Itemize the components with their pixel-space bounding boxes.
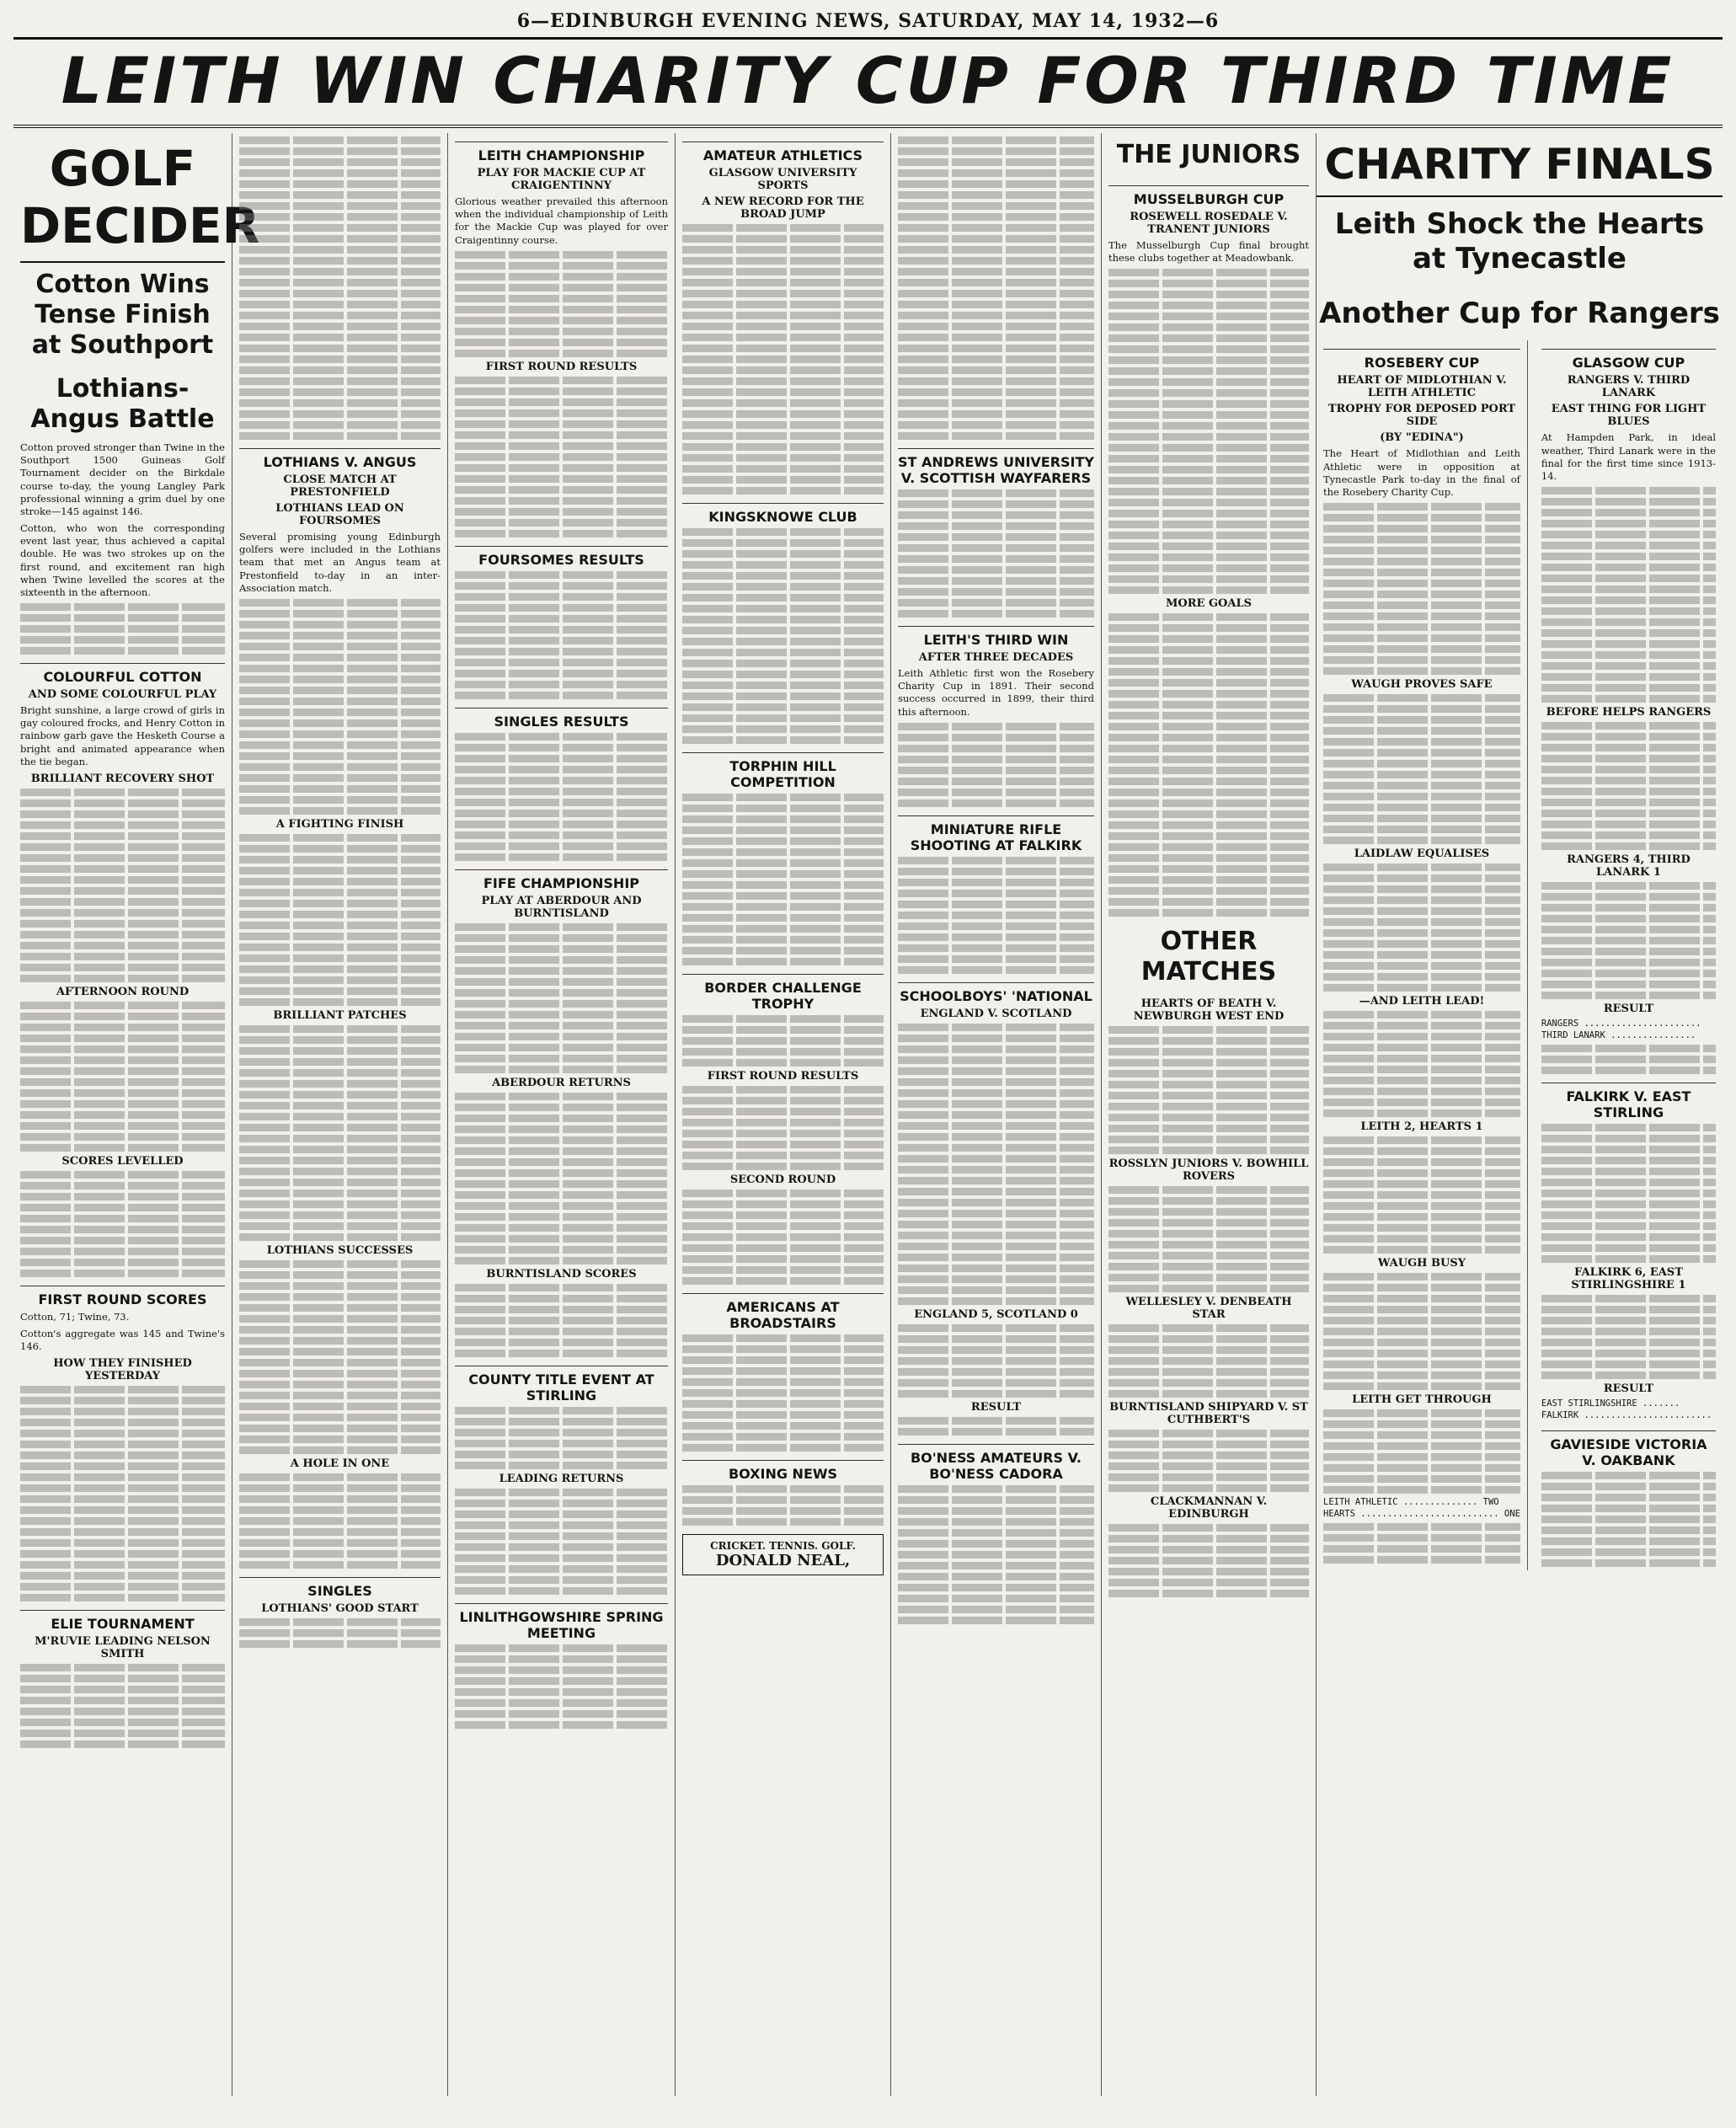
sub-heading: PLAY AT ABERDOUR AND BURNTISLAND (481, 894, 642, 920)
sub-heading: PLAY FOR MACKIE CUP AT CRAIGENTINNY (477, 167, 646, 192)
column-rosebery (1317, 340, 1528, 1569)
sub-heading: HEART OF MIDLOTHIAN V. LEITH ATHLETIC (1337, 374, 1507, 400)
sub-heading: LOTHIANS' GOOD START (261, 1601, 419, 1615)
section-heading: GLASGOW CUP (1541, 349, 1716, 371)
section-heading: ST ANDREWS UNIVERSITY V. SCOTTISH WAYFARERS (898, 448, 1094, 486)
masthead: 6—EDINBURGH EVENING NEWS, SATURDAY, MAY 14, 1932—6 (13, 10, 1723, 40)
advert-title: CRICKET. TENNIS. GOLF. (710, 1540, 856, 1552)
section-heading: LEITH CHAMPIONSHIP (455, 142, 668, 163)
sub-heading: ROSSLYN JUNIORS V. BOWHILL ROVERS (1108, 1158, 1309, 1184)
charity-title: CHARITY FINALS (1317, 133, 1723, 197)
sub-heading: MORE GOALS (1166, 597, 1252, 611)
sub-heading: RESULT (1603, 1003, 1654, 1016)
sub-heading: SECOND ROUND (729, 1174, 836, 1186)
column-glasgow (1535, 340, 1723, 1569)
final-result: LEITH ATHLETIC .............. TWO (1323, 1497, 1499, 1508)
section-heading: SINGLES (239, 1577, 441, 1599)
sub-heading: BEFORE HELPS RANGERS (1546, 706, 1712, 719)
section-heading: MUSSELBURGH CUP (1108, 185, 1309, 207)
section-heading: FOURSOMES RESULTS (455, 546, 668, 568)
section-heading: SINGLES RESULTS (455, 708, 668, 730)
section-heading: LOTHIANS V. ANGUS (239, 448, 441, 470)
sub-heading: TROPHY FOR DEPOSED PORT SIDE (1327, 403, 1516, 429)
sub-heading: RANGERS V. THIRD LANARK (1567, 374, 1691, 400)
section-heading: ROSEBERY CUP (1323, 349, 1520, 371)
final-result: HEARTS .......................... ONE (1323, 1508, 1520, 1519)
column-juniors (1102, 133, 1317, 2096)
section-heading: LEITH'S THIRD WIN (898, 626, 1094, 648)
golf-subtitle-2: Lothians-Angus Battle (30, 374, 215, 434)
athletics-paragraph: Leith Athletic first won the Rosebery Charity Cup in 1891. Their second success occurred in 1899, their third this afternoon. (898, 667, 1094, 718)
sub-heading: RESULT (1603, 1382, 1654, 1396)
column-athletics (891, 133, 1102, 2096)
sub-heading: A HOLE IN ONE (290, 1457, 390, 1470)
section-heading: AMATEUR ATHLETICS (682, 142, 884, 163)
glasgow-paragraph: At Hampden Park, in ideal weather, Third Lanark were in the final for the first time since 1913-14. (1541, 431, 1716, 482)
column-leith-championship (448, 133, 676, 2096)
sub-heading: AND SOME COLOURFUL PLAY (28, 688, 217, 702)
sub-heading: WAUGH PROVES SAFE (1351, 678, 1493, 692)
sub-heading: LOTHIANS LEAD ON FOURSOMES (275, 502, 404, 527)
juniors-paragraph: The Musselburgh Cup final brought these clubs together at Meadowbank. (1108, 239, 1309, 265)
sub-heading: LOTHIANS SUCCESSES (266, 1243, 414, 1257)
golf-aggregate: Cotton's aggregate was 145 and Twine's 146. (20, 1328, 225, 1353)
sub-heading: LEITH 2, HEARTS 1 (1360, 1120, 1483, 1134)
section-heading: TORPHIN HILL COMPETITION (682, 752, 884, 790)
result-line: FALKIRK ........................ (1541, 1410, 1712, 1420)
sub-heading: FIRST ROUND RESULTS (707, 1070, 859, 1083)
section-heading: LINLITHGOWSHIRE SPRING MEETING (455, 1603, 668, 1641)
sub-heading: FALKIRK 6, EAST STIRLINGSHIRE 1 (1571, 1266, 1686, 1292)
sub-heading: ENGLAND 5, SCOTLAND 0 (914, 1307, 1078, 1321)
sub-heading: ABERDOUR RETURNS (492, 1076, 631, 1089)
section-heading: ELIE TOURNAMENT (20, 1610, 225, 1632)
sub-heading: FIRST ROUND RESULTS (485, 360, 638, 373)
sub-heading: BURNTISLAND SHIPYARD V. ST CUTHBERT'S (1109, 1401, 1308, 1427)
sub-heading: HOW THEY FINISHED YESTERDAY (53, 1357, 192, 1383)
lothians-paragraph: Several promising young Edinburgh golfers were included in the Lothians team that met an Angus team at Prestonfield to-day in an inter-Association match. (239, 531, 441, 594)
section-heading: BOXING NEWS (682, 1460, 884, 1482)
sub-heading: HEARTS OF BEATH V. NEWBURGH WEST END (1133, 997, 1285, 1024)
main-headline: LEITH WIN CHARITY CUP FOR THIRD TIME (13, 40, 1723, 128)
sub-heading: LEADING RETURNS (499, 1472, 624, 1485)
sub-heading: CLOSE MATCH AT PRESTONFIELD (283, 473, 397, 499)
sub-heading: WELLESLEY V. DENBEATH STAR (1125, 1296, 1292, 1322)
sub-heading: SCORES LEVELLED (61, 1154, 184, 1168)
sub-heading: CLACKMANNAN V. EDINBURGH (1150, 1495, 1268, 1521)
result-line: EAST STIRLINGSHIRE ....... (1541, 1398, 1680, 1409)
section-heading: FIRST ROUND SCORES (20, 1286, 225, 1307)
section-heading: FALKIRK V. EAST STIRLING (1541, 1083, 1716, 1120)
other-matches-title: OTHER MATCHES (1140, 927, 1277, 987)
golf-paragraph: Bright sunshine, a large crowd of girls in gay coloured frocks, and Henry Cotton in rainbow garb gave the Hesketh Course a bright and animated appearance when the tie began. (20, 704, 225, 767)
sub-heading: RANGERS 4, THIRD LANARK 1 (1567, 853, 1691, 880)
sub-heading: BURNTISLAND SCORES (486, 1267, 637, 1281)
section-heading: KINGSKNOWE CLUB (682, 503, 884, 525)
sub-heading: BRILLIANT RECOVERY SHOT (30, 772, 215, 785)
sub-heading: ENGLAND V. SCOTLAND (920, 1007, 1072, 1020)
sub-heading: —AND LEITH LEAD! (1359, 995, 1485, 1008)
section-heading: BORDER CHALLENGE TROPHY (682, 974, 884, 1012)
advert-name: DONALD NEAL, (715, 1552, 851, 1569)
column-charity (1317, 133, 1723, 2096)
golf-paragraph: Cotton proved stronger than Twine in the Southport 1500 Guineas Golf Tournament decider on the Birkdale course to-day, the young Langley Park professional winning a grim duel by one stroke—145 against 146. (20, 441, 225, 517)
sub-heading: WAUGH BUSY (1377, 1257, 1466, 1270)
section-heading: SCHOOLBOYS' 'NATIONAL (898, 982, 1094, 1004)
result-line: RANGERS ...................... (1541, 1019, 1701, 1029)
leith-paragraph: Glorious weather prevailed this afternoon when the individual championship of Leith for the Mackie Cup was played for over Craigentinny course. (455, 195, 668, 246)
sub-heading: EAST THING FOR LIGHT BLUES (1551, 403, 1707, 429)
sub-heading: AFTERNOON ROUND (56, 985, 190, 998)
section-heading: COUNTY TITLE EVENT AT STIRLING (455, 1366, 668, 1404)
charity-split (1317, 340, 1723, 1569)
column-golf (13, 133, 260, 2096)
sub-heading: A NEW RECORD FOR THE BROAD JUMP (702, 195, 864, 221)
charity-subtitle-1: Leith Shock the Hearts at Tynecastle (1334, 207, 1705, 275)
golf-subtitle-1: Cotton Wins Tense Finish at Southport (31, 270, 214, 360)
section-heading: GAVIESIDE VICTORIA V. OAKBANK (1541, 1430, 1716, 1468)
column-clubs (676, 133, 891, 2096)
advertisement (682, 1534, 884, 1575)
sub-heading: LEITH GET THROUGH (1352, 1393, 1492, 1407)
newspaper-page (13, 10, 1723, 2104)
section-heading: BO'NESS AMATEURS V. BO'NESS CADORA (898, 1444, 1094, 1482)
sub-heading: GLASGOW UNIVERSITY SPORTS (708, 167, 857, 192)
section-heading: COLOURFUL COTTON (20, 663, 225, 685)
juniors-title: THE JUNIORS (1116, 140, 1301, 169)
sub-heading: BRILLIANT PATCHES (273, 1008, 407, 1022)
charity-subtitle-2: Another Cup for Rangers (1319, 296, 1720, 330)
section-heading: AMERICANS AT BROADSTAIRS (682, 1293, 884, 1331)
sub-heading: A FIGHTING FINISH (275, 817, 404, 831)
sub-heading: LAIDLAW EQUALISES (1354, 847, 1490, 861)
golf-title: GOLF DECIDER (20, 133, 225, 263)
sub-heading: AFTER THREE DECADES (918, 651, 1074, 664)
section-heading: MINIATURE RIFLE SHOOTING AT FALKIRK (898, 815, 1094, 853)
sub-heading: M'RUVIE LEADING NELSON SMITH (35, 1635, 211, 1661)
golf-scores: Cotton, 71; Twine, 73. (20, 1310, 130, 1323)
byline: (BY "EDINA") (1380, 431, 1464, 445)
golf-paragraph: Cotton, who won the corresponding event last year, thus achieved a capital double. He was two strokes up on the first round, and excitement ran high when Twine levelled the scores at the sixteenth in the afternoon. (20, 522, 225, 598)
sub-heading: ROSEWELL ROSEDALE V. TRANENT JUNIORS (1130, 211, 1288, 236)
section-heading: FIFE CHAMPIONSHIP (455, 869, 668, 891)
result-line: THIRD LANARK ................ (1541, 1029, 1696, 1040)
charity-paragraph: The Heart of Midlothian and Leith Athletic were in opposition at Tynecastle Park to-day in the final of the Rosebery Charity Cup. (1323, 447, 1520, 498)
column-lothians (232, 133, 448, 2096)
sub-heading: RESULT (970, 1400, 1022, 1414)
columns (13, 133, 1723, 2096)
